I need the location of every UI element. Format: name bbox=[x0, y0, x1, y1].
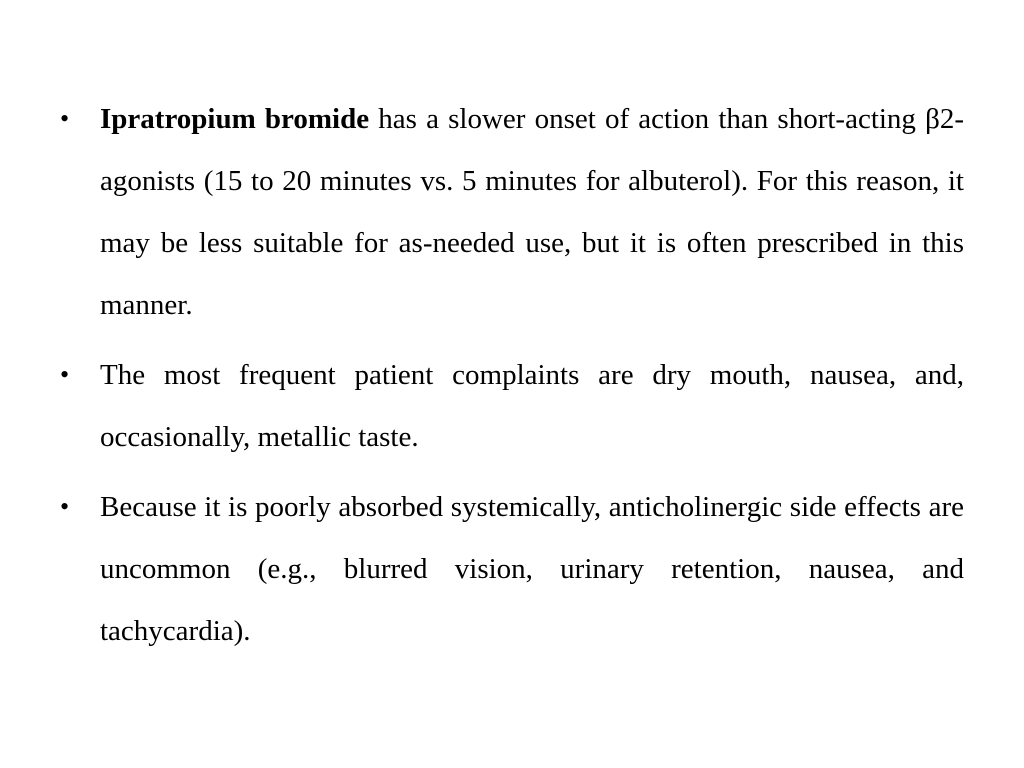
bullet-item-side-effects bbox=[60, 476, 964, 662]
bullet-body: has a slower onset of action than short-acting β2- agonists (15 to 20 minutes vs. 5 minutes for albuterol). For this reason, it may be less suitable for as-needed use, but it is often prescribed in this manner. bbox=[100, 103, 965, 321]
bullet-item-ipratropium-onset bbox=[60, 88, 964, 336]
bullet-text bbox=[100, 88, 964, 336]
bullet-marker-icon: • bbox=[60, 492, 70, 521]
bullet-marker-icon: • bbox=[60, 360, 70, 389]
bullet-list bbox=[60, 88, 964, 670]
bullet-text: Because it is poorly absorbed systemically, anticholinergic side effects are uncommon (e.g., blurred vision, urinary retention, nausea, and tachycardia). bbox=[100, 491, 964, 647]
bullet-item-complaints bbox=[60, 344, 964, 468]
bullet-text: The most frequent patient complaints are dry mouth, nausea, and, occasionally, metallic taste. bbox=[100, 359, 964, 453]
drug-name: Ipratropium bromide bbox=[100, 103, 370, 135]
bullet-marker-icon: • bbox=[60, 104, 70, 133]
